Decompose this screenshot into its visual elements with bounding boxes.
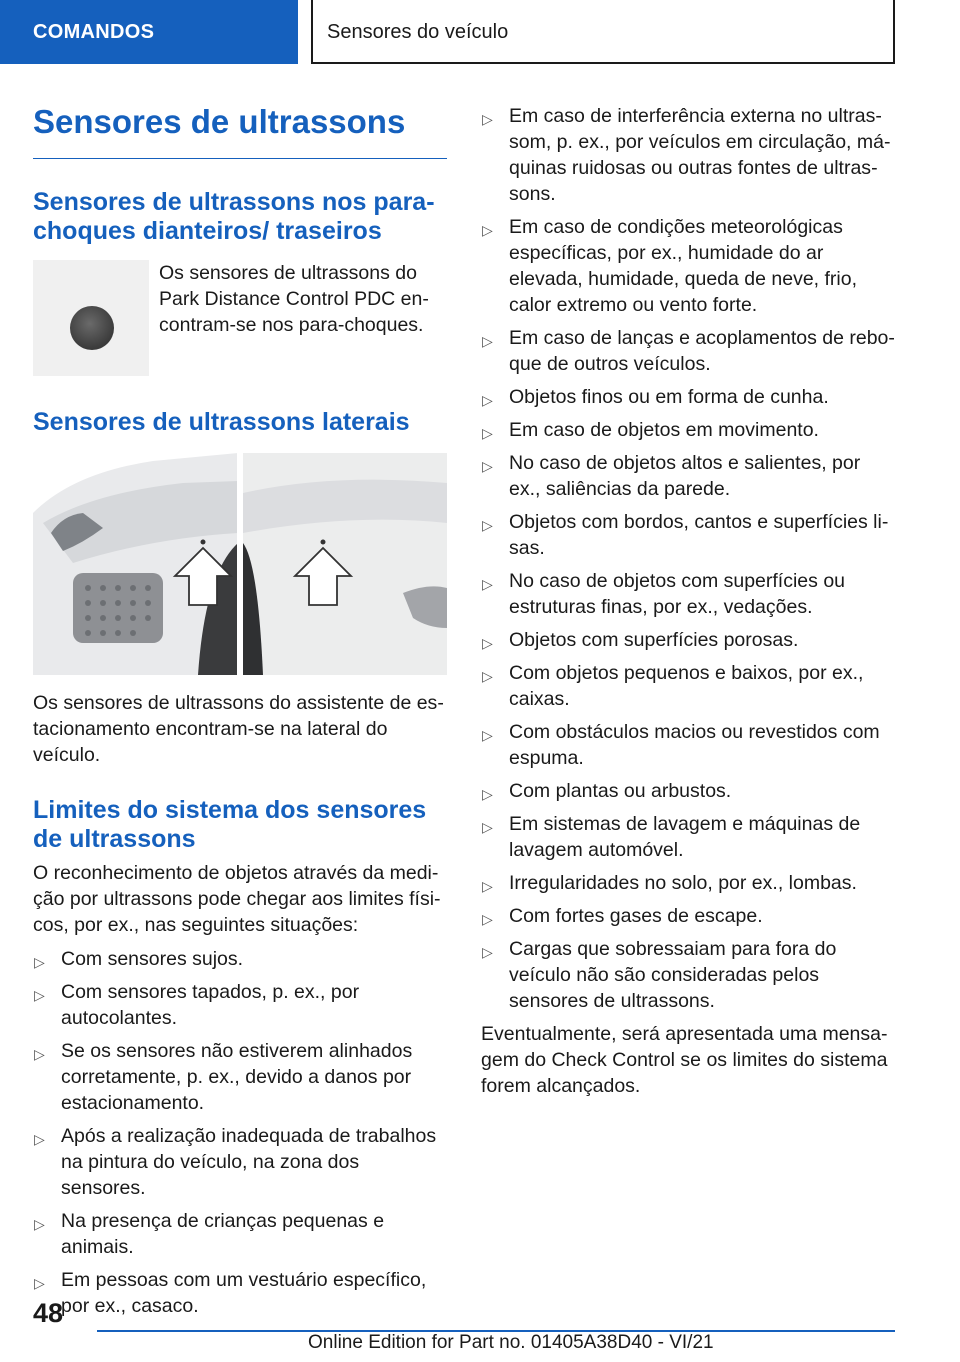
list-item: ▷ Com objetos pequenos e baixos, por ex., caixas. (482, 662, 864, 710)
bumper-sensor-block (33, 260, 447, 376)
list-item: ▷ Em caso de lanças e acoplamentos de reboque de outros veículos. (482, 327, 895, 375)
triangle-right-icon: ▷ (482, 786, 493, 802)
list-item: ▷ Em pessoas com um vestuário específico, por ex., casaco. (34, 1269, 427, 1317)
list-item: ▷ Com sensores sujos. (33, 946, 447, 972)
list-item: ▷ Em sistemas de lavagem e máquinas de lavagem automóvel. (482, 813, 861, 861)
lateral-sensors-text: Os sensores de ultrassons do assistente de estacionamento encontram-se na lateral do veículo. (33, 692, 444, 766)
sensor-disc (70, 306, 114, 350)
chapter-tab: COMANDOS (0, 0, 298, 64)
triangle-right-icon: ▷ (482, 425, 493, 441)
triangle-right-icon: ▷ (34, 987, 45, 1003)
page-number: 48 (33, 1298, 64, 1328)
triangle-right-icon: ▷ (34, 1131, 45, 1147)
section-title: Sensores do veículo (311, 0, 895, 64)
page-title: Sensores de ultrassons (33, 100, 447, 159)
triangle-right-icon: ▷ (482, 944, 493, 960)
list-item: ▷ Objetos com bordos, cantos e superfícies lisas. (482, 511, 889, 559)
triangle-right-icon: ▷ (34, 1046, 45, 1062)
triangle-right-icon: ▷ (482, 911, 493, 927)
limits-list-left (33, 946, 447, 1319)
list-item: ▷ Em caso de interferência externa no ultrassom, p. ex., por veículos em circulação, máquinas ruidosas ou outras fontes de ultrassons. (482, 105, 891, 205)
triangle-right-icon: ▷ (34, 954, 45, 970)
triangle-right-icon: ▷ (482, 517, 493, 533)
list-item: ▷ No caso de objetos altos e salientes, por ex., saliências da parede. (482, 452, 861, 500)
triangle-right-icon: ▷ (482, 333, 493, 349)
list-item: ▷ Irregularidades no solo, por ex., lombas. (481, 870, 895, 896)
triangle-right-icon: ▷ (482, 819, 493, 835)
list-item: ▷ Em caso de objetos em movimento. (481, 417, 895, 443)
bumper-sensors-text: Os sensores de ultrassons do Park Distance Control PDC encontram-se nos para-choques. (159, 262, 429, 336)
list-item: ▷ Em caso de condições meteorológicas específicas, por ex., humidade do ar elevada, humidade, queda de neve, frio, calor extremo ou vento forte. (482, 216, 858, 316)
lateral-sensors-heading: Sensores de ultrassons laterais (33, 408, 410, 436)
limits-intro: O reconhecimento de objetos através da medição por ultrassons pode chegar aos limites físicos, por ex., nas seguintes situações: (33, 862, 441, 936)
triangle-right-icon: ▷ (482, 878, 493, 894)
triangle-right-icon: ▷ (482, 576, 493, 592)
triangle-right-icon: ▷ (34, 1275, 45, 1291)
lateral-sensor-illustration (33, 453, 447, 675)
edition-note: Online Edition for Part no. 01405A38D40 - VI/21 (308, 1332, 714, 1353)
list-item: ▷ No caso de objetos com superfícies ou estruturas finas, por ex., vedações. (482, 570, 846, 618)
ultrasonic-sensor-image (33, 260, 149, 376)
left-column (33, 100, 447, 1326)
list-item: ▷ Cargas que sobressaiam para fora do veículo não são consideradas pelos sensores de ultrassons. (482, 938, 837, 1012)
list-item: ▷ Com fortes gases de escape. (481, 903, 895, 929)
limits-heading: Limites do sistema dos sensores de ultrassons (33, 796, 427, 853)
limits-list-right (481, 103, 895, 1014)
list-item: ▷ Após a realização inadequada de trabalhos na pintura do veículo, na zona dos sensores. (34, 1125, 437, 1199)
triangle-right-icon: ▷ (482, 458, 493, 474)
closing-text: Eventualmente, será apresentada uma mensagem do Check Control se os limites do sistema forem alcançados. (481, 1023, 888, 1097)
triangle-right-icon: ▷ (482, 668, 493, 684)
list-item: ▷ Objetos com superfícies porosas. (481, 627, 895, 653)
triangle-right-icon: ▷ (482, 222, 493, 238)
list-item: ▷ Com plantas ou arbustos. (481, 778, 895, 804)
triangle-right-icon: ▷ (34, 1216, 45, 1232)
triangle-right-icon: ▷ (482, 111, 493, 127)
list-item: ▷ Na presença de crianças pequenas e animais. (34, 1210, 385, 1258)
triangle-right-icon: ▷ (482, 635, 493, 651)
right-column (481, 103, 895, 1099)
bumper-sensors-heading: Sensores de ultrassons nos para-choques dianteiros/ traseiros (33, 188, 435, 245)
triangle-right-icon: ▷ (482, 392, 493, 408)
list-item: ▷ Com obstáculos macios ou revestidos com espuma. (482, 721, 880, 769)
list-item: ▷ Se os sensores não estiverem alinhados corretamente, p. ex., devido a danos por estacionamento. (34, 1040, 413, 1114)
list-item: ▷ Com sensores tapados, p. ex., por autocolantes. (34, 981, 360, 1029)
list-item: ▷ Objetos finos ou em forma de cunha. (481, 384, 895, 410)
triangle-right-icon: ▷ (482, 727, 493, 743)
